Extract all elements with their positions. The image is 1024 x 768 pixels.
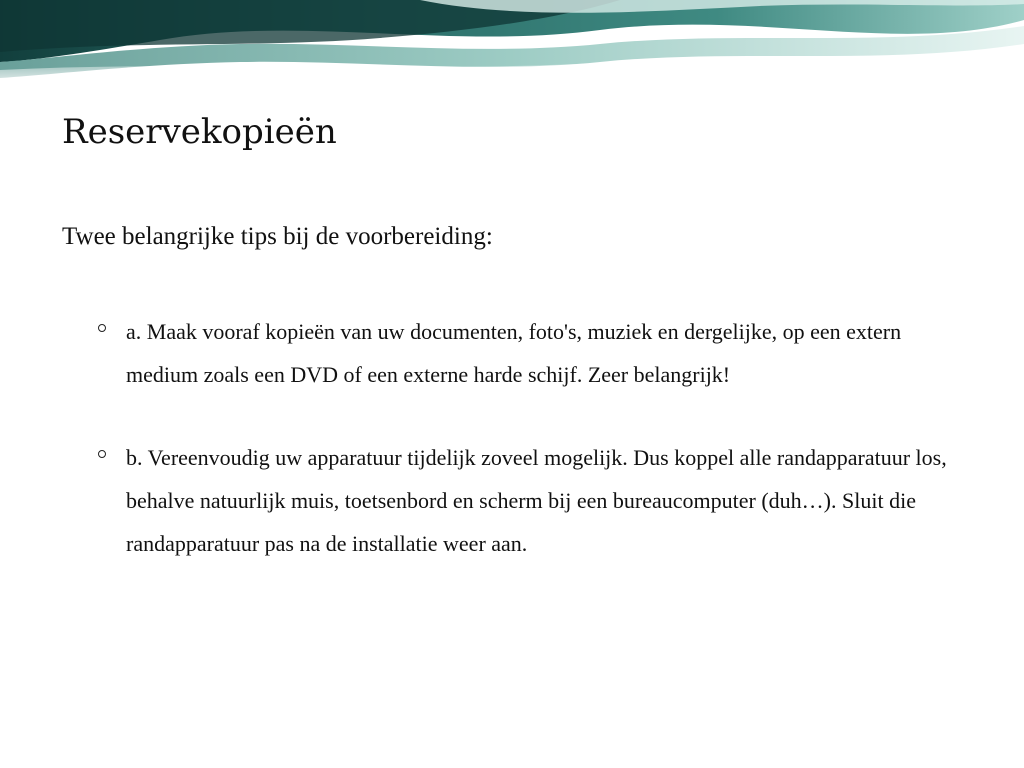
slide-title: Reservekopieën — [62, 112, 337, 152]
bullet-text: b. Vereenvoudig uw apparatuur tijdelijk zoveel mogelijk. Dus koppel alle randapparatuur los, behalve natuurlijk muis, toetsenbord en scherm bij een bureaucomputer (duh…). Sluit die randapparatuur pas na de installatie weer aan. — [126, 445, 947, 556]
tips-list — [0, 310, 1024, 605]
intro-text: Twee belangrijke tips bij de voorbereiding: — [62, 223, 493, 250]
bullet-text: a. Maak vooraf kopieën van uw documenten, foto's, muziek en dergelijke, op een extern medium zoals een DVD of een externe harde schijf. Zeer belangrijk! — [126, 319, 902, 387]
header-wave-decoration — [0, 0, 1024, 90]
circle-bullet-icon — [98, 450, 106, 458]
list-item — [0, 310, 966, 396]
list-item — [0, 436, 966, 565]
circle-bullet-icon — [98, 324, 106, 332]
